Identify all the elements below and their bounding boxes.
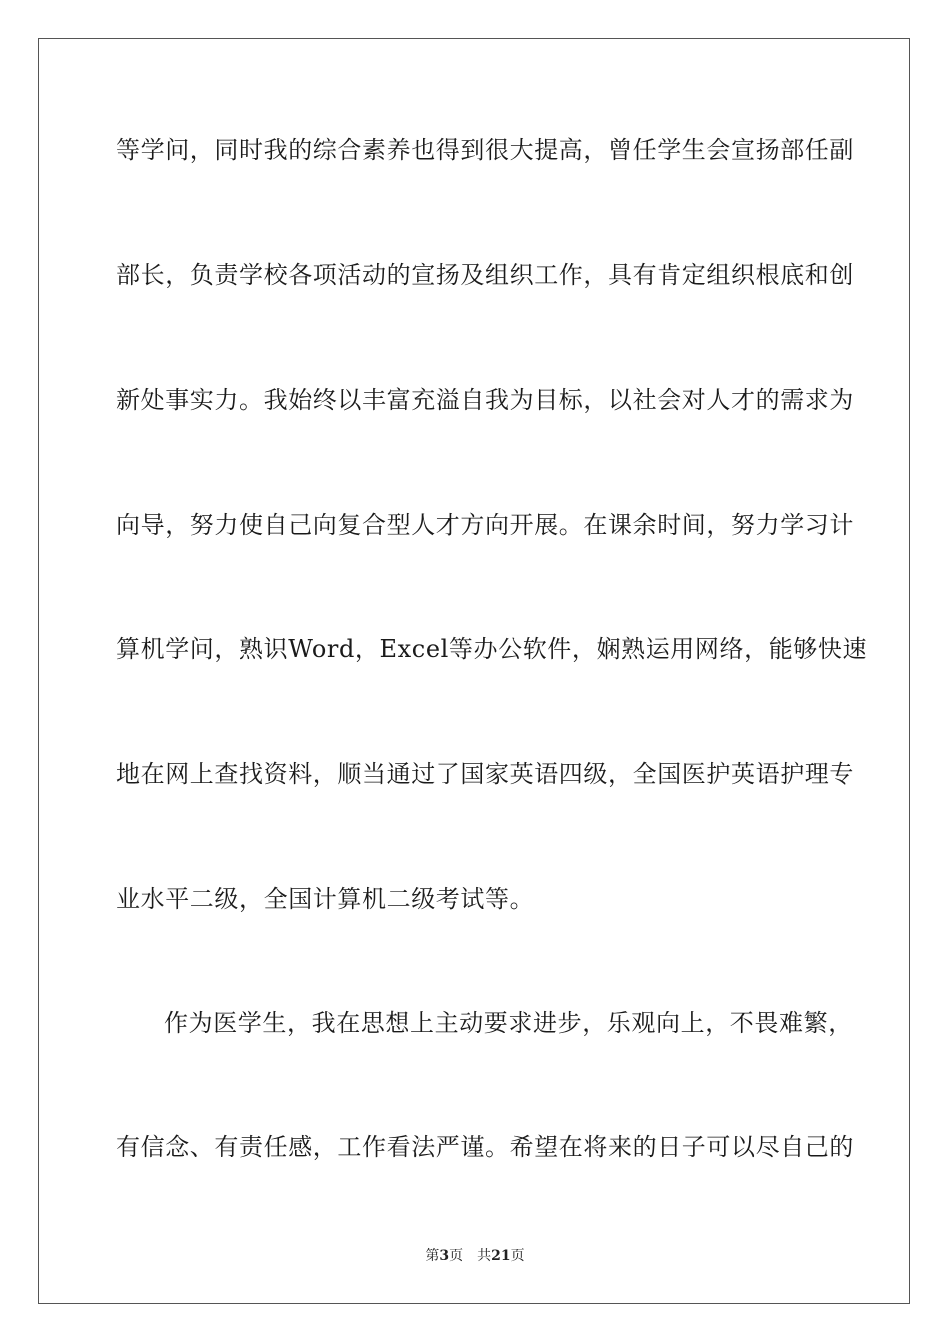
body-text-line-1: 等学问，同时我的综合素养也得到很大提高，曾任学生会宣扬部任副 xyxy=(116,136,854,164)
page-footer xyxy=(0,1246,950,1266)
body-text-line-6: 地在网上查找资料，顺当通过了国家英语四级，全国医护英语护理专 xyxy=(116,760,854,788)
total-prefix: 共 xyxy=(477,1248,492,1264)
page-suffix: 页 xyxy=(449,1248,464,1264)
total-suffix: 页 xyxy=(510,1248,525,1264)
page-border xyxy=(38,38,910,1304)
body-text-line-9: 有信念、有责任感，工作看法严谨。希望在将来的日子可以尽自己的 xyxy=(116,1133,854,1161)
body-text-line-7: 业水平二级，全国计算机二级考试等。 xyxy=(116,885,535,913)
body-text-line-3: 新处事实力。我始终以丰富充溢自我为目标，以社会对人才的需求为 xyxy=(116,386,854,414)
body-text-line-4: 向导，努力使自己向复合型人才方向开展。在课余时间，努力学习计 xyxy=(116,511,854,539)
total-pages: 21 xyxy=(491,1248,511,1264)
page-number: 3 xyxy=(439,1248,450,1264)
paragraph-start-line: 作为医学生，我在思想上主动要求进步，乐观向上，不畏难繁， xyxy=(164,1009,853,1037)
page-prefix: 第 xyxy=(425,1248,440,1264)
body-text-line-2: 部长，负责学校各项活动的宣扬及组织工作，具有肯定组织根底和创 xyxy=(116,261,854,289)
body-text-line-5: 算机学问，熟识Word，Excel等办公软件，娴熟运用网络，能够快速 xyxy=(116,635,868,663)
